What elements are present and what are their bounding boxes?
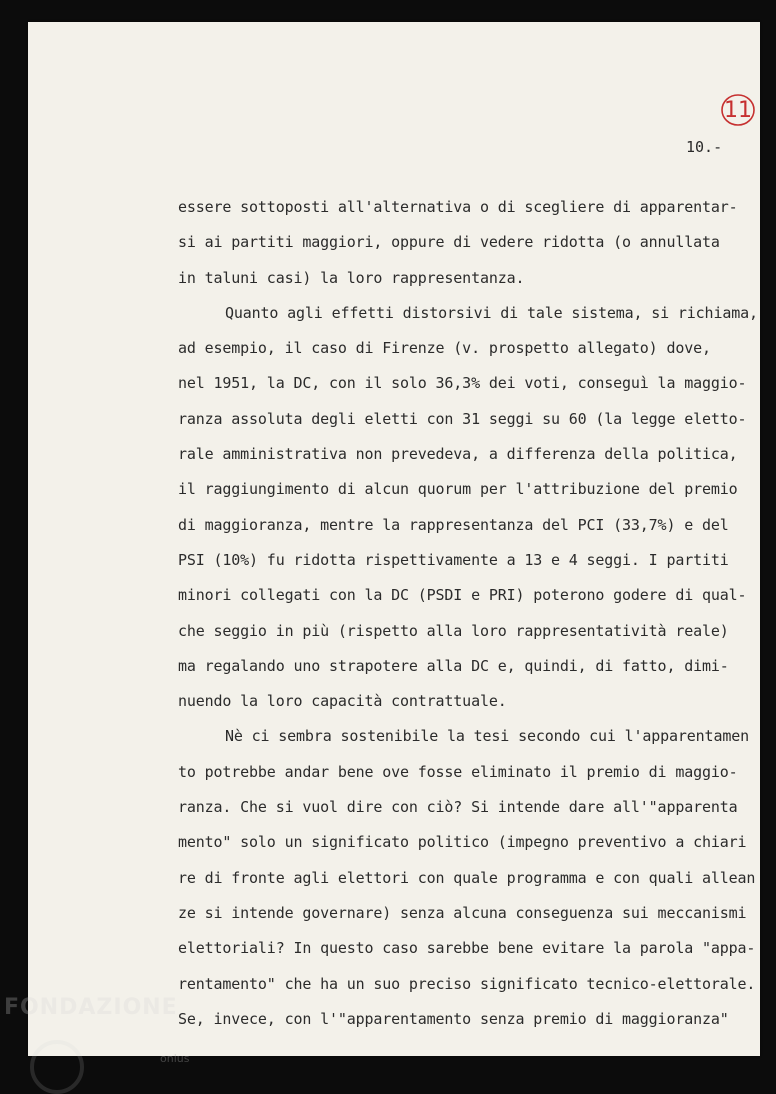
- text-line: nel 1951, la DC, con il solo 36,3% dei voti, conseguì la maggio-: [178, 374, 747, 393]
- text-line: nuendo la loro capacità contrattuale.: [178, 692, 507, 711]
- text-line: elettoriali? In questo caso sarebbe bene evitare la parola "appa-: [178, 939, 756, 958]
- text-line: di maggioranza, mentre la rappresentanza del PCI (33,7%) e del: [178, 515, 729, 534]
- circle-icon: [720, 92, 756, 128]
- page-mark-circled: [720, 92, 756, 128]
- text-line: Nè ci sembra sostenibile la tesi secondo cui l'apparentamen: [225, 727, 749, 746]
- text-line: si ai partiti maggiori, oppure di vedere ridotta (o annullata: [178, 233, 720, 252]
- text-line: to potrebbe andar bene ove fosse eliminato il premio di maggio-: [178, 762, 738, 781]
- text-line: ze si intende governare) senza alcuna conseguenza sui meccanismi: [178, 903, 747, 922]
- watermark-subtext: onlus: [160, 1052, 190, 1065]
- text-line: minori collegati con la DC (PSDI e PRI) poterono godere di qual-: [178, 586, 747, 605]
- text-line: rentamento" che ha un suo preciso significato tecnico-elettorale.: [178, 974, 756, 993]
- text-line: rale amministrativa non prevedeva, a differenza della politica,: [178, 445, 738, 464]
- text-line: Quanto agli effetti distorsivi di tale sistema, si richiama,: [225, 303, 758, 322]
- text-line: ma regalando uno strapotere alla DC e, quindi, di fatto, dimi-: [178, 656, 729, 675]
- text-line: ranza assoluta degli eletti con 31 seggi su 60 (la legge eletto-: [178, 409, 747, 428]
- body-text: [178, 190, 776, 1037]
- text-line: mento" solo un significato politico (impegno preventivo a chiari: [178, 833, 747, 852]
- watermark-logo-text: FONDAZIONE: [4, 995, 178, 1020]
- watermark-circle: [30, 1040, 84, 1094]
- page-mark-text: 11: [724, 97, 752, 123]
- text-line: in taluni casi) la loro rappresentanza.: [178, 268, 525, 287]
- text-line: essere sottoposti all'alternativa o di scegliere di apparentar-: [178, 198, 738, 216]
- text-line: re di fronte agli elettori con quale programma e con quali allean: [178, 868, 756, 887]
- text-line: che seggio in più (rispetto alla loro rappresentatività reale): [178, 621, 729, 640]
- document-page: [28, 22, 760, 1056]
- page-number: 10.-: [686, 138, 723, 156]
- text-line: il raggiungimento di alcun quorum per l'attribuzione del premio: [178, 480, 738, 499]
- text-line: ranza. Che si vuol dire con ciò? Si intende dare all'"apparenta: [178, 798, 738, 817]
- text-line: Se, invece, con l'"apparentamento senza premio di maggioranza": [178, 1009, 729, 1028]
- text-line: PSI (10%) fu ridotta rispettivamente a 13 e 4 seggi. I partiti: [178, 550, 729, 569]
- text-line: ad esempio, il caso di Firenze (v. prospetto allegato) dove,: [178, 339, 711, 358]
